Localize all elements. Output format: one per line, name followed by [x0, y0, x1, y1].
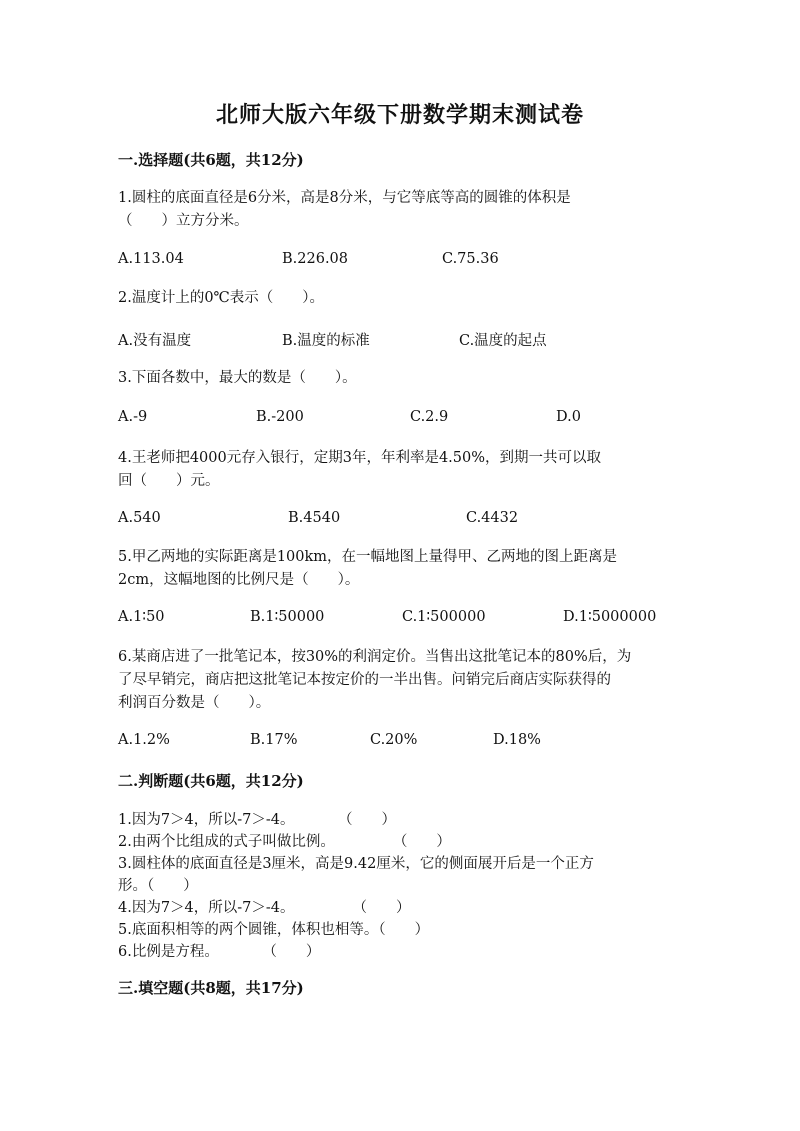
judge-item: 形。（ ） [118, 878, 198, 894]
judge-item: 4.因为7＞4，所以-7＞-4。 （ ） [118, 900, 411, 916]
question-text: 回（ ）元。 [118, 473, 220, 489]
question-text: 5.甲乙两地的实际距离是100km，在一幅地图上量得甲、乙两地的图上距离是 [118, 549, 618, 565]
question-6 [118, 646, 678, 715]
question-5 [118, 546, 678, 592]
option: C.温度的起点 [459, 333, 547, 349]
question-text: 2cm，这幅地图的比例尺是（ ）。 [118, 572, 360, 588]
option: B.17% [250, 732, 298, 748]
page-title: 北师大版六年级下册数学期末测试卷 [215, 102, 584, 128]
judge-item: 3.圆柱体的底面直径是3厘米，高是9.42厘米，它的侧面展开后是一个正方 [118, 856, 594, 872]
question-text: 1.圆柱的底面直径是6分米，高是8分米，与它等底等高的圆锥的体积是 [118, 190, 571, 206]
section-heading-fill: 三.填空题(共8题，共17分) [118, 979, 304, 997]
option: C.1∶500000 [402, 609, 486, 625]
option: B.-200 [256, 409, 304, 425]
option: B.1∶50000 [250, 609, 325, 625]
option: A.113.04 [118, 251, 184, 267]
question-text: 了尽早销完，商店把这批笔记本按定价的一半出售。问销完后商店实际获得的 [118, 672, 611, 688]
judge-item: 1.因为7＞4，所以-7＞-4。 （ ） [118, 812, 397, 828]
option: B.226.08 [282, 251, 349, 267]
judge-item: 5.底面积相等的两个圆锥，体积也相等。（ ） [118, 922, 430, 938]
judge-item: 6.比例是方程。 （ ） [118, 944, 321, 960]
question-text: 利润百分数是（ ）。 [118, 695, 271, 711]
question-text: 3.下面各数中，最大的数是（ ）。 [118, 370, 357, 386]
option: B.4540 [288, 510, 341, 526]
option: A.540 [118, 510, 161, 526]
section-heading-choice: 一.选择题(共6题，共12分) [118, 151, 304, 169]
option: C.2.9 [410, 409, 449, 425]
question-text: 2.温度计上的0℃表示（ ）。 [118, 290, 325, 306]
question-text: 6.某商店进了一批笔记本，按30%的利润定价。当售出这批笔记本的80%后，为 [118, 649, 632, 665]
section-heading-judge: 二.判断题(共6题，共12分) [118, 772, 304, 790]
question-text: （ ）立方分米。 [118, 213, 249, 229]
option: D.18% [493, 732, 541, 748]
option: C.75.36 [442, 251, 499, 267]
question-3 [118, 367, 678, 390]
option: C.4432 [466, 510, 519, 526]
option: D.0 [556, 409, 581, 425]
option: D.1∶5000000 [563, 609, 657, 625]
question-text: 4.王老师把4000元存入银行，定期3年，年利率是4.50%，到期一共可以取 [118, 450, 602, 466]
question-4 [118, 447, 678, 493]
option: B.温度的标准 [282, 333, 370, 349]
option: A.-9 [118, 409, 148, 425]
option: A.1∶50 [118, 609, 165, 625]
option: A.1.2% [118, 732, 170, 748]
question-1 [118, 187, 678, 233]
option: A.没有温度 [118, 333, 192, 349]
option: C.20% [370, 732, 418, 748]
judge-item: 2.由两个比组成的式子叫做比例。 （ ） [118, 834, 451, 850]
question-2 [118, 287, 678, 310]
